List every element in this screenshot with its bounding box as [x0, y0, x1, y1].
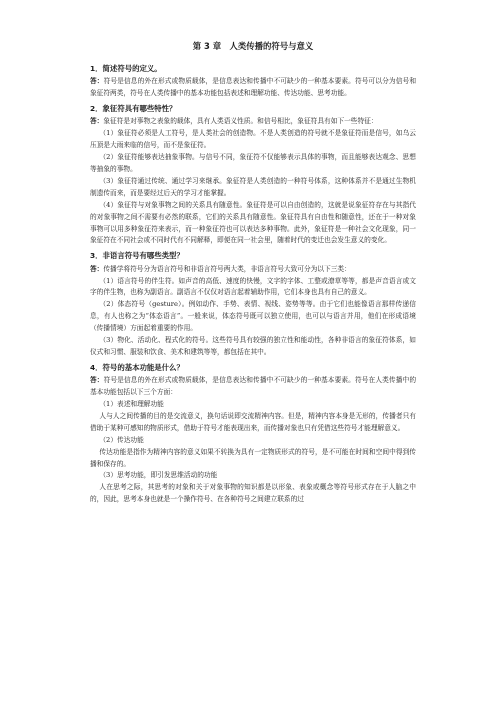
- body-paragraph: （3）象征符通过传统、通过学习来继承。象征符是人类创造的一种符号体系，这种体系并不是通过生物机制遗传而来，而是要经过后天的学习才能掌握。: [90, 176, 416, 197]
- body-paragraph: 传达功能是指作为精神内容的意义如果不转换为具有一定物质形式的符号，是不可能在时间和空间中得到传播和保存的。: [90, 447, 416, 468]
- answer-label: 答：: [90, 376, 104, 385]
- answer-paragraph: [90, 375, 416, 399]
- body-paragraph: （2）象征符能够表达抽象事物。与信号不同，象征符不仅能够表示具体的事物，而且能够表达观念、思想等抽象的事物。: [90, 153, 416, 174]
- answer-text: 象征符是对事物之表象的载体，具有人类语义性质。和信号相比，象征符具有如下一些特征：: [103, 117, 378, 126]
- body-paragraph: （2）传达功能: [99, 435, 144, 444]
- question-section: [90, 63, 416, 100]
- sections-container: [90, 63, 416, 506]
- question-heading: 2．象征符具有哪些特性？: [90, 104, 177, 114]
- body-paragraph: （4）象征符与对象事物之间的关系具有随意性。象征符是可以自由创造的，这就是说象征符存在与其指代的对象事物之间不需要有必然的联系，它们的关系具有随意性。象征符具有自由性和随意性，还在于一种对象事物可以用多种象征符来表示，而一种象征符也可以表达多种事物。此外，象征符是一种社会文化现象，同一象征符在不同社会或不同时代有不同解释，即便在同一社会里，随着时代的变迁也会发生意义的变化。: [90, 200, 416, 245]
- answer-text: 符号是信息的外在形式或物质载体，是信息表达和传播中不可缺少的一种基本要素。符号可以分为信号和象征符两类，符号在人类传播中的基本功能包括表述和理解功能、传达功能、思考功能。: [90, 77, 417, 98]
- answer-label: 答：: [90, 77, 104, 86]
- chapter-title: 第 3 章 人类传播的符号与意义: [192, 41, 314, 51]
- body-paragraph: （3）物化、活动化、程式化的符号。这些符号具有较强的独立性和能动性，各种非语言的象征符体系，如仪式和习惯、服装和饮食、美术和建筑等等，都包括在其中。: [90, 336, 416, 357]
- body-paragraph: 人在思考之际，其思考的对象和关于对象事物的知识都是以形象、表象或概念等符号形式存在于人脑之中的，因此，思考本身也就是一个操作符号、在各种符号之间建立联系的过: [90, 483, 416, 504]
- answer-paragraph: [90, 76, 416, 100]
- document-page: [90, 40, 416, 506]
- question-heading: 1．简述符号的定义。: [90, 64, 162, 73]
- answer-paragraph: [90, 116, 416, 128]
- question-section: [90, 103, 416, 247]
- question-heading: 3．非语言符号有哪些类型？: [90, 251, 184, 261]
- answer-label: 答：: [90, 117, 104, 126]
- question-section: [90, 362, 416, 506]
- body-paragraph: （3）思考功能，即引发思维活动的功能: [99, 471, 218, 480]
- body-paragraph: （1）语言符号的伴生符。如声音的高低、速度的快慢，文字的字体、工整或潦草等等，都是声音语言或文字的伴生物，也称为副语言。副语言不仅仅对语言起着辅助作用，它们本身也具有自己的意义。: [90, 276, 416, 297]
- body-paragraph: （1）表述和理解功能: [99, 400, 164, 409]
- answer-text: 符号是信息的外在形式或物质载体，是信息表达和传播中不可缺少的一种基本要素。符号在人类传播中的基本功能包括以下三个方面：: [90, 376, 417, 397]
- answer-paragraph: [90, 264, 416, 276]
- body-paragraph: （2）体态符号（gesture）。例如动作、手势、表情、视线、姿势等等。由于它们也能像语言那样传递信息，有人也称之为“体态语言”。一般来说，体态符号既可以独立使用，也可以与语言并用，他们在形成语境（传播情境）方面起着重要的作用。: [90, 300, 416, 333]
- question-section: [90, 250, 416, 359]
- body-paragraph: 人与人之间传播的目的是交流意义，换句话说即交流精神内容。但是，精神内容本身是无形的，传播者只有借助于某种可感知的物质形式，借助于符号才能表现出来，而传播对象也只有凭借这些符号才能理解意义。: [90, 411, 416, 432]
- answer-label: 答：: [90, 264, 104, 273]
- body-paragraph: （1）象征符必须是人工符号，是人类社会的创造物。不是人类创造的符号就不是象征符而是信号，如乌云压顶是大雨来临的信号，而不是象征符。: [90, 129, 416, 150]
- answer-text: 传播学将符号分为语言符号和非语言符号两大类，非语言符号大致可分为以下三类：: [103, 264, 351, 273]
- question-heading: 4．符号的基本功能是什么？: [90, 362, 184, 372]
